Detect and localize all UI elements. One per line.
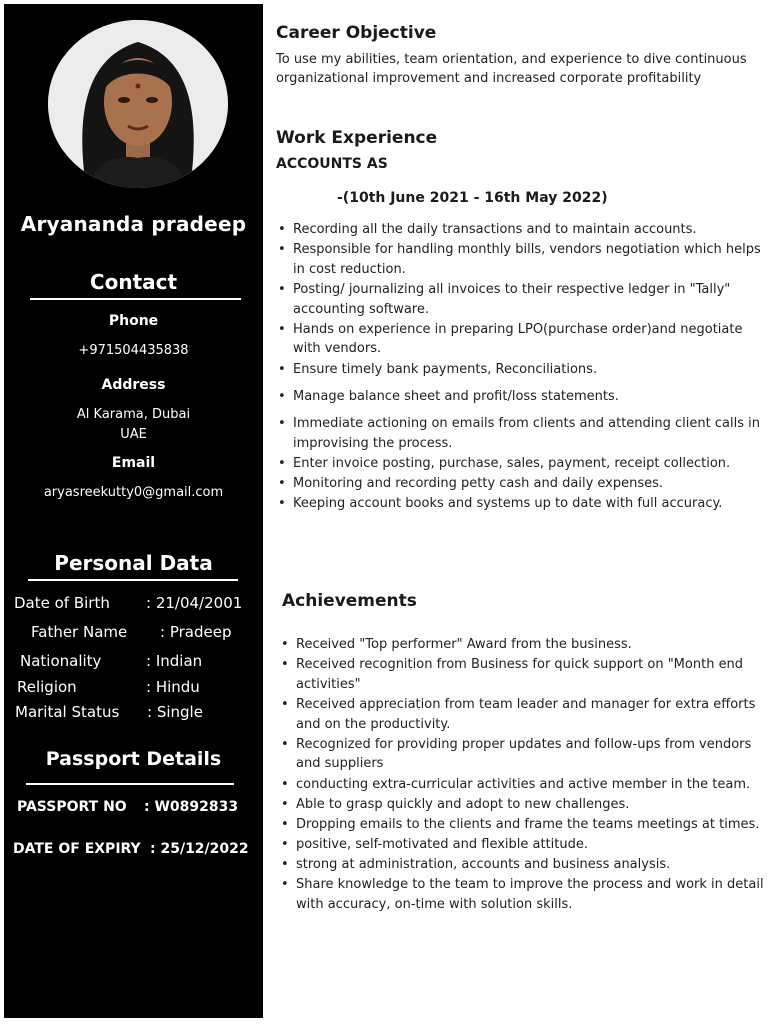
passport-expiry-row: DATE OF EXPIRY : 25/12/2022 [13,841,249,857]
list-item: • Manage balance sheet and profit/loss statements. [278,387,764,407]
list-item: • Immediate actioning on emails from clients and attending client calls in improvising the process. [278,414,764,453]
passport-divider [26,783,234,785]
list-item: • Able to grasp quickly and adopt to new challenges. [281,795,765,815]
career-objective-heading: Career Objective [276,23,437,43]
list-item: • Dropping emails to the clients and frame the teams meetings at times. [281,815,765,835]
personal-data-heading: Personal Data [54,551,213,575]
list-item: • Received appreciation from team leader and manager for extra efforts and on the productivity. [281,695,765,734]
personal-row-nationality: Nationality : Indian [20,652,203,670]
personal-row-religion: Religion : Hindu [17,678,200,696]
list-item: • Monitoring and recording petty cash and daily expenses. [278,474,764,494]
list-item: • Posting/ journalizing all invoices to their respective ledger in "Tally" accounting software. [278,280,764,319]
address-line1: Al Karama, Dubai [76,407,191,422]
passport-number-row: PASSPORT NO : W0892833 [17,799,239,815]
contact-heading: Contact [89,270,178,294]
list-item: • positive, self-motivated and flexible attitude. [281,835,765,855]
personal-row-dob: Date of Birth : 21/04/2001 [14,594,243,612]
contact-divider [30,298,241,300]
list-item: • conducting extra-curricular activities and active member in the team. [281,775,765,795]
list-item: • Keeping account books and systems up to date with full accuracy. [278,494,764,514]
candidate-name: Aryananda pradeep [20,212,247,236]
phone-label: Phone [108,313,159,329]
phone-value: +971504435838 [78,343,189,358]
list-item: • Enter invoice posting, purchase, sales, payment, receipt collection. [278,454,764,474]
list-item: • Recognized for providing proper updates and follow-ups from vendors and suppliers [281,735,765,774]
list-item: • Responsible for handling monthly bills, vendors negotiation which helps in cost reduction. [278,240,764,279]
work-role: ACCOUNTS AS [276,156,388,172]
achievements-bullets [281,635,765,915]
personal-data-divider [28,579,238,581]
achievements-heading: Achievements [282,591,417,611]
personal-row-marital: Marital Status : Single [15,703,203,721]
work-bullets-secondary [278,387,764,407]
profile-photo [48,20,228,188]
passport-heading: Passport Details [45,748,222,770]
work-bullets-tertiary [278,414,764,514]
work-period: -(10th June 2021 - 16th May 2022) [337,190,608,206]
email-label: Email [111,455,156,471]
list-item: • Recording all the daily transactions and to maintain accounts. [278,220,764,240]
work-bullets-primary [278,220,764,380]
list-item: • Share knowledge to the team to improve the process and work in detail with accuracy, on-time with solution skills. [281,875,765,914]
email-value: aryasreekutty0@gmail.com [43,485,224,500]
list-item: • strong at administration, accounts and business analysis. [281,855,765,875]
portrait-illustration [48,20,228,188]
list-item: • Received recognition from Business for quick support on "Month end activities" [281,655,765,694]
list-item: • Ensure timely bank payments, Reconciliations. [278,360,764,380]
address-line2: UAE [120,427,147,442]
work-experience-heading: Work Experience [276,128,438,148]
list-item: • Hands on experience in preparing LPO(purchase order)and negotiate with vendors. [278,320,764,359]
personal-row-father: Father Name : Pradeep [31,623,232,641]
career-objective-text: To use my abilities, team orientation, and experience to dive continuous organizational improvement and increased corporate profitability [276,52,747,86]
address-label: Address [101,377,166,393]
list-item: • Received "Top performer" Award from the business. [281,635,765,655]
sidebar [4,4,263,1018]
